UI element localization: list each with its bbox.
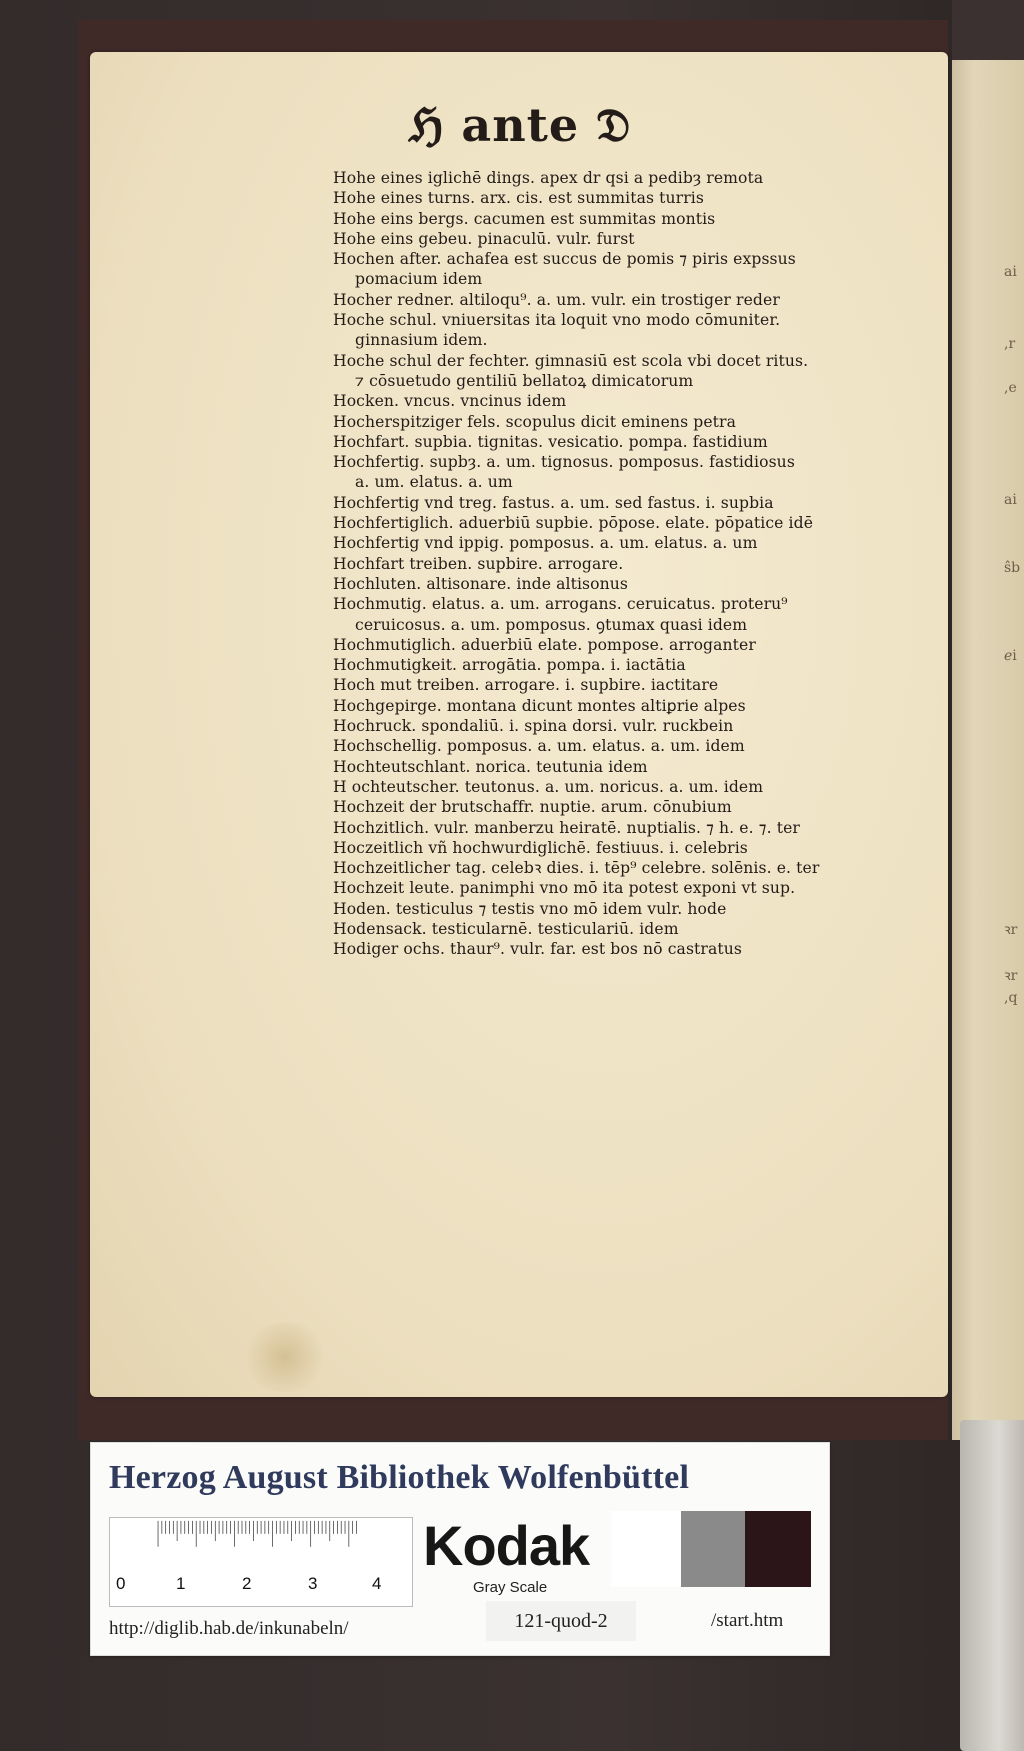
entry-line: Hocherspitziger fels. scopulus dicit eminens petra	[333, 412, 736, 431]
entry-line: Hoche schul der fechter. gimnasiū est scola vbi docet ritus.	[333, 351, 809, 370]
adjacent-leaf-lower	[960, 1420, 1024, 1751]
adjacent-leaf-fragment: ꝛr	[1004, 922, 1018, 938]
entry-line: pomacium idem	[355, 270, 483, 289]
entry-line: Hochschellig. pomposus. a. um. elatus. a. um. idem	[333, 737, 745, 756]
dictionary-entries	[333, 168, 903, 960]
ruler-ticks	[110, 1518, 412, 1554]
entry-line: Hohe eines turns. arx. cis. est summitas turris	[333, 189, 704, 208]
entry-line: Hochruck. spondaliū. i. spina dorsi. vulr. ruckbein	[333, 717, 734, 736]
adjacent-leaf-fragment: ,q	[1004, 990, 1018, 1006]
entry-line: Hochfertig vnd ippig. pomposus. a. um. elatus. a. um	[333, 534, 758, 553]
entry-line: Hoden. testiculus ⁊ testis vno mō idem vulr. hode	[333, 899, 727, 918]
entry-line: Hochfart treiben. supbire. arrogare.	[333, 554, 624, 573]
ruler-number: 1	[176, 1574, 186, 1593]
adjacent-leaf-fragment: ꝛr	[1004, 968, 1018, 984]
adjacent-leaf-fragment: ,e	[1004, 380, 1017, 396]
entry-line: Hochmutiglich. aduerbiū elate. pompose. arroganter	[333, 635, 756, 654]
entry-line: Hocken. vncus. vncinus idem	[333, 392, 567, 411]
gray-patch-white	[611, 1511, 681, 1587]
gray-scale-label: Gray Scale	[473, 1579, 548, 1596]
entry-line: Hochfertig vnd treg. fastus. a. um. sed fastus. i. supbia	[333, 493, 774, 512]
kodak-logo: Kodak	[423, 1514, 590, 1577]
entry-line: Hochgepirge. montana dicunt montes altiꝑrie alpes	[333, 696, 746, 715]
entry-line: ceruicosus. a. um. pomposus. ꝯtumax quasi idem	[355, 615, 748, 634]
ruler-number: 3	[308, 1574, 318, 1593]
entry-line: Hodiger ochs. thaur⁹. vulr. far. est bos nō castratus	[333, 940, 742, 959]
entry-line: Hoche schul. vniuersitas ita loquit vno modo cōmuniter.	[333, 311, 781, 330]
url-base: http://diglib.hab.de/inkunabeln/	[109, 1618, 349, 1639]
entry-line: ⁊ cōsuetudo gentiliū bellatoꝝ dimicatorum	[355, 371, 694, 390]
ruler-number: 0	[116, 1574, 126, 1593]
color-target-card	[90, 1442, 830, 1656]
ruler-number: 4	[372, 1574, 382, 1593]
entry-line: Hocher redner. altiloqu⁹. a. um. vulr. ein trostiger reder	[333, 290, 780, 309]
adjacent-leaf-fragment: ai	[1004, 264, 1017, 280]
ruler-scale	[109, 1517, 413, 1607]
page-stain	[240, 1322, 330, 1392]
entry-line: Hohe eins gebeu. pinaculū. vulr. furst	[333, 229, 635, 248]
ruler-number: 2	[242, 1574, 252, 1593]
url-id: 121-quod-2	[486, 1601, 636, 1641]
gray-patch-mid	[681, 1511, 745, 1587]
entry-line: Hochzitlich. vulr. manberzu heiratē. nuptialis. ⁊ h. e. ⁊. ter	[333, 818, 800, 837]
entry-line: Hochmutigkeit. arrogātia. pompa. i. iactātia	[333, 656, 686, 675]
entry-line: Hochzeit der brutschaffr. nuptie. arum. cōnubium	[333, 798, 732, 817]
entry-line: Hochen after. achafea est succus de pomis ⁊ piris expssus	[333, 250, 796, 269]
url-suffix: /start.htm	[711, 1610, 784, 1631]
entry-line: a. um. elatus. a. um	[355, 473, 513, 492]
adjacent-leaf-fragment: ŝb	[1004, 560, 1021, 576]
entry-line: Hohe eins bergs. cacumen est summitas montis	[333, 209, 716, 228]
gray-patch-dark	[745, 1511, 811, 1587]
entry-line: Hoczeitlich vñ hochwurdiglichē. festiuus. i. celebris	[333, 838, 748, 857]
entry-line: ginnasium idem.	[355, 331, 488, 350]
adjacent-leaf-shadow	[952, 0, 1024, 60]
adjacent-leaf-fragment: ai	[1004, 492, 1017, 508]
entry-line: Hochfart. supbia. tignitas. vesicatio. pompa. fastidium	[333, 432, 768, 451]
entry-line: Hochluten. altisonare. inde altisonus	[333, 574, 629, 593]
entry-line: Hodensack. testicularnē. testiculariū. idem	[333, 919, 679, 938]
entry-line: Hoch mut treiben. arrogare. i. supbire. iactitare	[333, 676, 719, 695]
entry-line: Hochteutschlant. norica. teutunia idem	[333, 757, 648, 776]
entry-line: Hochzeitlicher tag. celebꝛ dies. i. tēp⁹ celebre. solēnis. e. ter	[333, 859, 820, 878]
adjacent-leaf-fragment: ,r	[1004, 336, 1016, 352]
entry-line: Hochmutig. elatus. a. um. arrogans. ceruicatus. proteru⁹	[333, 595, 788, 614]
adjacent-leaf	[952, 0, 1024, 1440]
page-heading: ℌ ante 𝔇	[408, 98, 632, 152]
entry-line: Hochfertiglich. aduerbiū supbie. pōpose. elate. pōpatice idē	[333, 514, 814, 533]
entry-line: Hohe eines iglichē dings. apex dr qsi a pedibȝ remota	[333, 169, 764, 187]
institution-name: Herzog August Bibliothek Wolfenbüttel	[109, 1459, 690, 1496]
entry-line: Hochfertig. supbȝ. a. um. tignosus. pomposus. fastidiosus	[333, 453, 795, 472]
entry-line: Hochzeit leute. panimphi vno mō ita potest exponi vt sup.	[333, 879, 796, 898]
adjacent-leaf-fragment: ℯi	[1004, 648, 1017, 664]
entry-line: H ochteutscher. teutonus. a. um. noricus. a. um. idem	[333, 777, 764, 796]
